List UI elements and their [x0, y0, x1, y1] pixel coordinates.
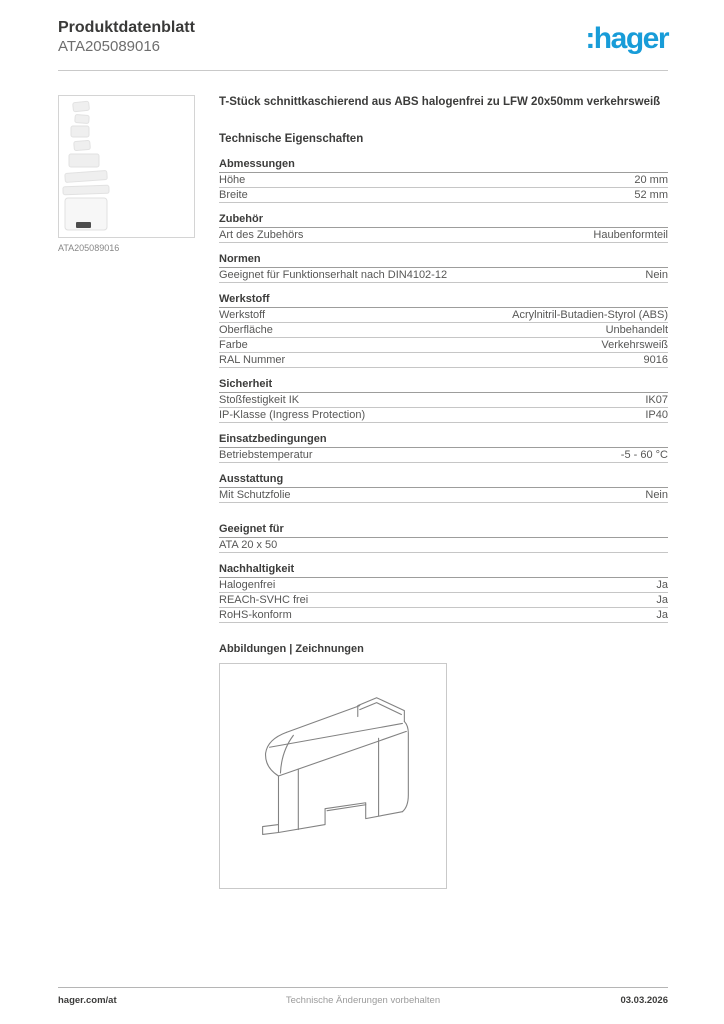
spec-section-heading: Einsatzbedingungen: [219, 433, 668, 448]
spec-row-label: Betriebstemperatur: [219, 448, 313, 461]
spec-section-rows: [219, 308, 668, 368]
spec-section-heading: Werkstoff: [219, 293, 668, 308]
page-header: [58, 18, 668, 56]
product-photo: [58, 95, 195, 238]
spec-row: [219, 268, 668, 283]
spec-section-rows: [219, 488, 668, 503]
spec-section: [219, 473, 668, 503]
spec-row-value: 9016: [643, 353, 668, 366]
spec-row-label: Werkstoff: [219, 308, 266, 321]
spec-row-label: Art des Zubehörs: [219, 228, 304, 241]
spec-row: [219, 228, 668, 243]
spec-row: [219, 393, 668, 408]
spec-section-heading: Nachhaltigkeit: [219, 563, 668, 578]
document-title: Produktdatenblatt: [58, 19, 195, 36]
spec-row: [219, 408, 668, 423]
spec-row: [219, 188, 668, 203]
spec-row-value: Nein: [645, 488, 668, 501]
spec-row: [219, 593, 668, 608]
spec-row-value: Haubenformteil: [593, 228, 668, 241]
spec-section-heading: Ausstattung: [219, 473, 668, 488]
spec-row: [219, 578, 668, 593]
spec-row-value: 52 mm: [634, 188, 668, 201]
spec-row-label: Oberfläche: [219, 323, 273, 336]
content-area: [58, 95, 668, 889]
spec-section: [219, 523, 668, 553]
spec-row-label: Höhe: [219, 173, 246, 186]
spec-section-rows: [219, 538, 668, 553]
page-footer: [58, 987, 668, 1006]
spec-row: [219, 353, 668, 368]
spec-row-label: REACh-SVHC frei: [219, 593, 309, 606]
spec-row-value: Unbehandelt: [605, 323, 668, 336]
spec-row: [219, 608, 668, 623]
hager-logo: :hager: [585, 22, 668, 55]
spec-section-rows: [219, 578, 668, 623]
spec-row-label: RAL Nummer: [219, 353, 286, 366]
spec-section-rows: [219, 173, 668, 203]
spec-row-value: Ja: [656, 578, 668, 591]
footer-disclaimer: Technische Änderungen vorbehalten: [285, 995, 441, 1006]
spec-row: [219, 323, 668, 338]
spec-row-value: Verkehrsweiß: [601, 338, 668, 351]
spec-row-value: Ja: [656, 593, 668, 606]
spec-row-value: IK07: [645, 393, 668, 406]
product-image-column: [58, 95, 195, 889]
spec-row-value: 20 mm: [634, 173, 668, 186]
spec-section-rows: [219, 393, 668, 423]
technical-drawing: [219, 663, 447, 889]
spec-section: [219, 378, 668, 423]
spec-section-heading: Geeignet für: [219, 523, 668, 538]
spec-sections: [219, 158, 668, 623]
spec-row-value: -5 - 60 °C: [620, 448, 668, 461]
spec-row-value: Nein: [645, 268, 668, 281]
spec-row: [219, 448, 668, 463]
spec-section: [219, 563, 668, 623]
spec-row-label: Farbe: [219, 338, 248, 351]
technical-properties-heading: Technische Eigenschaften: [219, 132, 364, 145]
spec-section: [219, 253, 668, 283]
spec-row-label: Geeignet für Funktionserhalt nach DIN4102-12: [219, 268, 448, 281]
document-reference: ATA205089016: [58, 38, 161, 56]
header-divider: [58, 70, 668, 71]
spec-row-label: Breite: [219, 188, 248, 201]
header-titles: [58, 18, 195, 56]
spec-row-label: IP-Klasse (Ingress Protection): [219, 408, 366, 421]
spec-row-value: Acrylnitril-Butadien-Styrol (ABS): [512, 308, 668, 321]
spec-section-rows: [219, 228, 668, 243]
spec-section: [219, 293, 668, 368]
spec-row: [219, 538, 668, 553]
spec-row-value: IP40: [645, 408, 668, 421]
product-photo-illustration: [59, 96, 194, 237]
spec-row-label: Stoßfestigkeit IK: [219, 393, 300, 406]
spec-section-heading: Sicherheit: [219, 378, 668, 393]
footer-date: 03.03.2026: [620, 995, 668, 1006]
product-title: T-Stück schnittkaschierend aus ABS halogenfrei zu LFW 20x50mm verkehrsweiß: [219, 96, 661, 108]
spec-row: [219, 308, 668, 323]
spec-row: [219, 338, 668, 353]
spec-section: [219, 433, 668, 463]
spec-row-label: Halogenfrei: [219, 578, 276, 591]
spec-section: [219, 213, 668, 243]
footer-website-link[interactable]: hager.com/at: [58, 995, 117, 1006]
drawings-heading: Abbildungen | Zeichnungen: [219, 642, 364, 655]
product-photo-caption: ATA205089016: [58, 243, 120, 253]
spec-row-label: ATA 20 x 50: [219, 538, 278, 551]
spec-section-heading: Abmessungen: [219, 158, 668, 173]
footer-row: [58, 995, 668, 1006]
spec-section-rows: [219, 268, 668, 283]
spec-row: [219, 488, 668, 503]
spec-section-heading: Zubehör: [219, 213, 668, 228]
spec-section-rows: [219, 448, 668, 463]
spec-row: [219, 173, 668, 188]
spec-column: [219, 95, 668, 889]
t-piece-drawing: [220, 664, 446, 888]
spec-row-label: Mit Schutzfolie: [219, 488, 291, 501]
spec-section-heading: Normen: [219, 253, 668, 268]
spec-section: [219, 158, 668, 203]
spec-row-label: RoHS-konform: [219, 608, 292, 621]
spec-row-value: Ja: [656, 608, 668, 621]
